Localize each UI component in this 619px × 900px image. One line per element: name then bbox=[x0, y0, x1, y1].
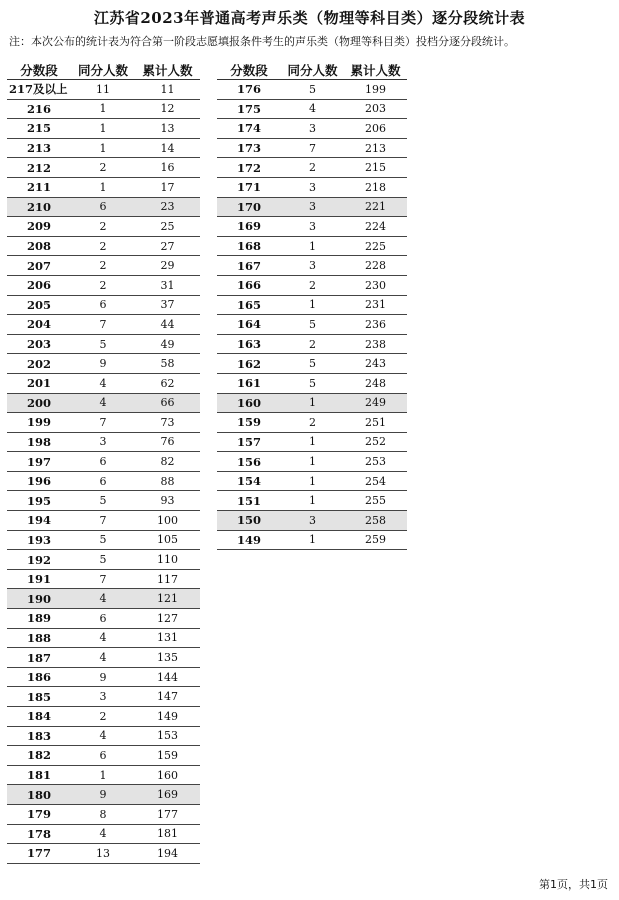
score-cell: 177 bbox=[7, 844, 71, 864]
count-cell: 1 bbox=[281, 530, 344, 550]
score-cell: 186 bbox=[7, 667, 71, 687]
score-cell: 198 bbox=[7, 432, 71, 452]
score-cell: 149 bbox=[217, 530, 281, 550]
page-title: 江苏省2023年普通高考声乐类（物理等科目类）逐分段统计表 bbox=[93, 9, 526, 27]
score-cell: 166 bbox=[217, 275, 281, 295]
count-cell: 6 bbox=[71, 746, 135, 766]
score-cell: 205 bbox=[7, 295, 71, 315]
cumulative-cell: 213 bbox=[344, 138, 407, 158]
cumulative-cell: 160 bbox=[135, 765, 200, 785]
score-cell: 207 bbox=[7, 256, 71, 276]
count-cell: 7 bbox=[71, 315, 135, 335]
table-row bbox=[7, 687, 200, 707]
score-cell: 209 bbox=[7, 217, 71, 237]
score-cell: 167 bbox=[217, 256, 281, 276]
table-row bbox=[7, 785, 200, 805]
cumulative-cell: 249 bbox=[344, 393, 407, 413]
count-cell: 9 bbox=[71, 354, 135, 374]
table-row bbox=[217, 99, 407, 119]
cumulative-cell: 228 bbox=[344, 256, 407, 276]
table-row bbox=[217, 217, 407, 237]
score-cell: 171 bbox=[217, 177, 281, 197]
table-row bbox=[7, 511, 200, 531]
cumulative-cell: 117 bbox=[135, 569, 200, 589]
table-row bbox=[217, 177, 407, 197]
score-cell: 169 bbox=[217, 217, 281, 237]
table-row bbox=[217, 119, 407, 139]
table-header-row bbox=[7, 60, 200, 80]
count-cell: 4 bbox=[71, 628, 135, 648]
cumulative-cell: 153 bbox=[135, 726, 200, 746]
score-table-left bbox=[7, 60, 200, 864]
table-row bbox=[7, 589, 200, 609]
table-row bbox=[7, 236, 200, 256]
cumulative-cell: 144 bbox=[135, 667, 200, 687]
cumulative-cell: 131 bbox=[135, 628, 200, 648]
cumulative-cell: 62 bbox=[135, 373, 200, 393]
count-cell: 5 bbox=[281, 315, 344, 335]
table-row bbox=[7, 197, 200, 217]
count-cell: 1 bbox=[281, 236, 344, 256]
table-row bbox=[7, 746, 200, 766]
count-cell: 3 bbox=[281, 511, 344, 531]
count-cell: 4 bbox=[281, 99, 344, 119]
score-cell: 183 bbox=[7, 726, 71, 746]
score-cell: 189 bbox=[7, 609, 71, 629]
count-cell: 4 bbox=[71, 726, 135, 746]
cumulative-cell: 159 bbox=[135, 746, 200, 766]
cumulative-cell: 215 bbox=[344, 158, 407, 178]
count-cell: 7 bbox=[71, 413, 135, 433]
cumulative-cell: 149 bbox=[135, 707, 200, 727]
cumulative-cell: 254 bbox=[344, 471, 407, 491]
cumulative-cell: 221 bbox=[344, 197, 407, 217]
score-cell: 197 bbox=[7, 452, 71, 472]
count-cell: 1 bbox=[281, 432, 344, 452]
cumulative-cell: 224 bbox=[344, 217, 407, 237]
score-cell: 180 bbox=[7, 785, 71, 805]
table-row bbox=[7, 667, 200, 687]
cumulative-cell: 225 bbox=[344, 236, 407, 256]
cumulative-cell: 12 bbox=[135, 99, 200, 119]
table-row bbox=[217, 511, 407, 531]
score-cell: 172 bbox=[217, 158, 281, 178]
score-cell: 154 bbox=[217, 471, 281, 491]
table-row bbox=[217, 236, 407, 256]
table-row bbox=[7, 373, 200, 393]
score-cell: 160 bbox=[217, 393, 281, 413]
count-cell: 1 bbox=[71, 765, 135, 785]
table-row bbox=[7, 471, 200, 491]
table-row bbox=[7, 452, 200, 472]
cumulative-cell: 255 bbox=[344, 491, 407, 511]
score-table-right bbox=[217, 60, 407, 550]
score-cell: 191 bbox=[7, 569, 71, 589]
count-cell: 5 bbox=[71, 491, 135, 511]
score-cell: 194 bbox=[7, 511, 71, 531]
count-cell: 1 bbox=[71, 177, 135, 197]
table-row bbox=[7, 648, 200, 668]
count-cell: 5 bbox=[71, 550, 135, 570]
cumulative-cell: 203 bbox=[344, 99, 407, 119]
count-cell: 2 bbox=[71, 236, 135, 256]
table-row bbox=[7, 569, 200, 589]
score-cell: 216 bbox=[7, 99, 71, 119]
cumulative-cell: 93 bbox=[135, 491, 200, 511]
score-cell: 170 bbox=[217, 197, 281, 217]
score-cell: 185 bbox=[7, 687, 71, 707]
count-cell: 2 bbox=[281, 413, 344, 433]
cumulative-cell: 37 bbox=[135, 295, 200, 315]
score-cell: 208 bbox=[7, 236, 71, 256]
cumulative-cell: 121 bbox=[135, 589, 200, 609]
count-cell: 2 bbox=[71, 158, 135, 178]
cumulative-cell: 218 bbox=[344, 177, 407, 197]
score-cell: 162 bbox=[217, 354, 281, 374]
score-cell: 203 bbox=[7, 334, 71, 354]
cumulative-cell: 238 bbox=[344, 334, 407, 354]
count-cell: 2 bbox=[71, 275, 135, 295]
count-cell: 3 bbox=[281, 217, 344, 237]
cumulative-cell: 243 bbox=[344, 354, 407, 374]
count-cell: 9 bbox=[71, 785, 135, 805]
score-cell: 192 bbox=[7, 550, 71, 570]
cumulative-cell: 88 bbox=[135, 471, 200, 491]
table-row bbox=[7, 707, 200, 727]
count-cell: 5 bbox=[71, 334, 135, 354]
count-cell: 3 bbox=[281, 119, 344, 139]
cumulative-cell: 248 bbox=[344, 373, 407, 393]
count-cell: 3 bbox=[71, 432, 135, 452]
table-row bbox=[7, 177, 200, 197]
score-cell: 182 bbox=[7, 746, 71, 766]
cumulative-cell: 17 bbox=[135, 177, 200, 197]
table-row bbox=[217, 334, 407, 354]
header-count: 同分人数 bbox=[71, 60, 135, 80]
table-row bbox=[217, 275, 407, 295]
header-count: 同分人数 bbox=[281, 60, 344, 80]
count-cell: 5 bbox=[281, 373, 344, 393]
table-row bbox=[7, 550, 200, 570]
cumulative-cell: 27 bbox=[135, 236, 200, 256]
cumulative-cell: 25 bbox=[135, 217, 200, 237]
count-cell: 4 bbox=[71, 589, 135, 609]
score-cell: 181 bbox=[7, 765, 71, 785]
table-row bbox=[7, 217, 200, 237]
table-row bbox=[7, 80, 200, 100]
score-cell: 168 bbox=[217, 236, 281, 256]
table-row bbox=[217, 373, 407, 393]
score-cell: 187 bbox=[7, 648, 71, 668]
score-cell: 190 bbox=[7, 589, 71, 609]
score-cell: 161 bbox=[217, 373, 281, 393]
cumulative-cell: 73 bbox=[135, 413, 200, 433]
header-cumulative: 累计人数 bbox=[135, 60, 200, 80]
count-cell: 9 bbox=[71, 667, 135, 687]
table-row bbox=[7, 609, 200, 629]
count-cell: 1 bbox=[71, 119, 135, 139]
count-cell: 1 bbox=[281, 295, 344, 315]
score-cell: 156 bbox=[217, 452, 281, 472]
table-header-row bbox=[217, 60, 407, 80]
cumulative-cell: 181 bbox=[135, 824, 200, 844]
cumulative-cell: 29 bbox=[135, 256, 200, 276]
cumulative-cell: 49 bbox=[135, 334, 200, 354]
count-cell: 4 bbox=[71, 393, 135, 413]
count-cell: 3 bbox=[71, 687, 135, 707]
header-cumulative: 累计人数 bbox=[344, 60, 407, 80]
count-cell: 4 bbox=[71, 824, 135, 844]
table-row bbox=[217, 530, 407, 550]
cumulative-cell: 16 bbox=[135, 158, 200, 178]
table-row bbox=[7, 99, 200, 119]
cumulative-cell: 58 bbox=[135, 354, 200, 374]
table-row bbox=[7, 530, 200, 550]
table-row bbox=[7, 824, 200, 844]
cumulative-cell: 110 bbox=[135, 550, 200, 570]
count-cell: 7 bbox=[71, 511, 135, 531]
cumulative-cell: 31 bbox=[135, 275, 200, 295]
table-row bbox=[7, 765, 200, 785]
count-cell: 6 bbox=[71, 471, 135, 491]
count-cell: 1 bbox=[281, 471, 344, 491]
cumulative-cell: 82 bbox=[135, 452, 200, 472]
score-cell: 206 bbox=[7, 275, 71, 295]
cumulative-cell: 194 bbox=[135, 844, 200, 864]
score-cell: 204 bbox=[7, 315, 71, 335]
cumulative-cell: 230 bbox=[344, 275, 407, 295]
count-cell: 8 bbox=[71, 804, 135, 824]
count-cell: 2 bbox=[281, 334, 344, 354]
cumulative-cell: 13 bbox=[135, 119, 200, 139]
table-row bbox=[7, 158, 200, 178]
table-row bbox=[217, 256, 407, 276]
score-cell: 159 bbox=[217, 413, 281, 433]
count-cell: 2 bbox=[281, 158, 344, 178]
score-cell: 176 bbox=[217, 80, 281, 100]
table-row bbox=[217, 491, 407, 511]
cumulative-cell: 127 bbox=[135, 609, 200, 629]
score-cell: 175 bbox=[217, 99, 281, 119]
table-row bbox=[7, 334, 200, 354]
table-row bbox=[217, 158, 407, 178]
score-cell: 217及以上 bbox=[7, 80, 71, 100]
table-row bbox=[217, 80, 407, 100]
table-row bbox=[217, 197, 407, 217]
cumulative-cell: 236 bbox=[344, 315, 407, 335]
count-cell: 7 bbox=[281, 138, 344, 158]
count-cell: 2 bbox=[71, 217, 135, 237]
cumulative-cell: 100 bbox=[135, 511, 200, 531]
count-cell: 4 bbox=[71, 373, 135, 393]
table-row bbox=[7, 275, 200, 295]
table-row bbox=[7, 491, 200, 511]
score-cell: 199 bbox=[7, 413, 71, 433]
score-cell: 200 bbox=[7, 393, 71, 413]
table-row bbox=[7, 138, 200, 158]
count-cell: 11 bbox=[71, 80, 135, 100]
count-cell: 3 bbox=[281, 197, 344, 217]
count-cell: 6 bbox=[71, 609, 135, 629]
count-cell: 2 bbox=[281, 275, 344, 295]
count-cell: 4 bbox=[71, 648, 135, 668]
count-cell: 7 bbox=[71, 569, 135, 589]
score-cell: 211 bbox=[7, 177, 71, 197]
table-row bbox=[7, 315, 200, 335]
table-row bbox=[7, 628, 200, 648]
score-cell: 178 bbox=[7, 824, 71, 844]
note-text: 注：本次公布的统计表为符合第一阶段志愿填报条件考生的声乐类（物理等科目类）投档分逐分段统计。 bbox=[9, 35, 515, 48]
cumulative-cell: 253 bbox=[344, 452, 407, 472]
score-cell: 213 bbox=[7, 138, 71, 158]
cumulative-cell: 23 bbox=[135, 197, 200, 217]
table-row bbox=[217, 315, 407, 335]
table-row bbox=[7, 844, 200, 864]
count-cell: 6 bbox=[71, 452, 135, 472]
count-cell: 2 bbox=[71, 707, 135, 727]
count-cell: 1 bbox=[281, 452, 344, 472]
score-cell: 188 bbox=[7, 628, 71, 648]
table-row bbox=[7, 413, 200, 433]
cumulative-cell: 11 bbox=[135, 80, 200, 100]
table-row bbox=[7, 432, 200, 452]
cumulative-cell: 169 bbox=[135, 785, 200, 805]
count-cell: 5 bbox=[281, 80, 344, 100]
score-cell: 215 bbox=[7, 119, 71, 139]
table-row bbox=[217, 393, 407, 413]
cumulative-cell: 251 bbox=[344, 413, 407, 433]
cumulative-cell: 135 bbox=[135, 648, 200, 668]
count-cell: 6 bbox=[71, 295, 135, 315]
count-cell: 1 bbox=[281, 491, 344, 511]
score-cell: 202 bbox=[7, 354, 71, 374]
cumulative-cell: 206 bbox=[344, 119, 407, 139]
table-row bbox=[217, 471, 407, 491]
score-cell: 150 bbox=[217, 511, 281, 531]
cumulative-cell: 199 bbox=[344, 80, 407, 100]
score-cell: 201 bbox=[7, 373, 71, 393]
cumulative-cell: 44 bbox=[135, 315, 200, 335]
table-row bbox=[7, 393, 200, 413]
count-cell: 3 bbox=[281, 256, 344, 276]
score-cell: 184 bbox=[7, 707, 71, 727]
score-cell: 196 bbox=[7, 471, 71, 491]
count-cell: 5 bbox=[71, 530, 135, 550]
table-row bbox=[7, 119, 200, 139]
score-cell: 195 bbox=[7, 491, 71, 511]
table-row bbox=[7, 354, 200, 374]
cumulative-cell: 76 bbox=[135, 432, 200, 452]
count-cell: 1 bbox=[281, 393, 344, 413]
table-row bbox=[7, 804, 200, 824]
table-row bbox=[7, 256, 200, 276]
score-cell: 174 bbox=[217, 119, 281, 139]
page-footer: 第1页，共1页 bbox=[539, 878, 608, 891]
table-row bbox=[217, 354, 407, 374]
cumulative-cell: 259 bbox=[344, 530, 407, 550]
cumulative-cell: 105 bbox=[135, 530, 200, 550]
score-cell: 210 bbox=[7, 197, 71, 217]
table-row bbox=[217, 138, 407, 158]
score-cell: 164 bbox=[217, 315, 281, 335]
score-cell: 193 bbox=[7, 530, 71, 550]
count-cell: 2 bbox=[71, 256, 135, 276]
table-row bbox=[7, 295, 200, 315]
cumulative-cell: 14 bbox=[135, 138, 200, 158]
table-row bbox=[217, 295, 407, 315]
score-cell: 165 bbox=[217, 295, 281, 315]
table-row bbox=[217, 452, 407, 472]
table-row bbox=[217, 413, 407, 433]
score-cell: 157 bbox=[217, 432, 281, 452]
score-cell: 163 bbox=[217, 334, 281, 354]
count-cell: 13 bbox=[71, 844, 135, 864]
count-cell: 1 bbox=[71, 138, 135, 158]
score-cell: 212 bbox=[7, 158, 71, 178]
cumulative-cell: 177 bbox=[135, 804, 200, 824]
score-cell: 151 bbox=[217, 491, 281, 511]
count-cell: 3 bbox=[281, 177, 344, 197]
score-cell: 173 bbox=[217, 138, 281, 158]
cumulative-cell: 231 bbox=[344, 295, 407, 315]
header-score: 分数段 bbox=[7, 60, 71, 80]
cumulative-cell: 66 bbox=[135, 393, 200, 413]
cumulative-cell: 147 bbox=[135, 687, 200, 707]
header-score: 分数段 bbox=[217, 60, 281, 80]
table-row bbox=[217, 432, 407, 452]
table-row bbox=[7, 726, 200, 746]
cumulative-cell: 258 bbox=[344, 511, 407, 531]
count-cell: 6 bbox=[71, 197, 135, 217]
score-cell: 179 bbox=[7, 804, 71, 824]
cumulative-cell: 252 bbox=[344, 432, 407, 452]
count-cell: 5 bbox=[281, 354, 344, 374]
count-cell: 1 bbox=[71, 99, 135, 119]
